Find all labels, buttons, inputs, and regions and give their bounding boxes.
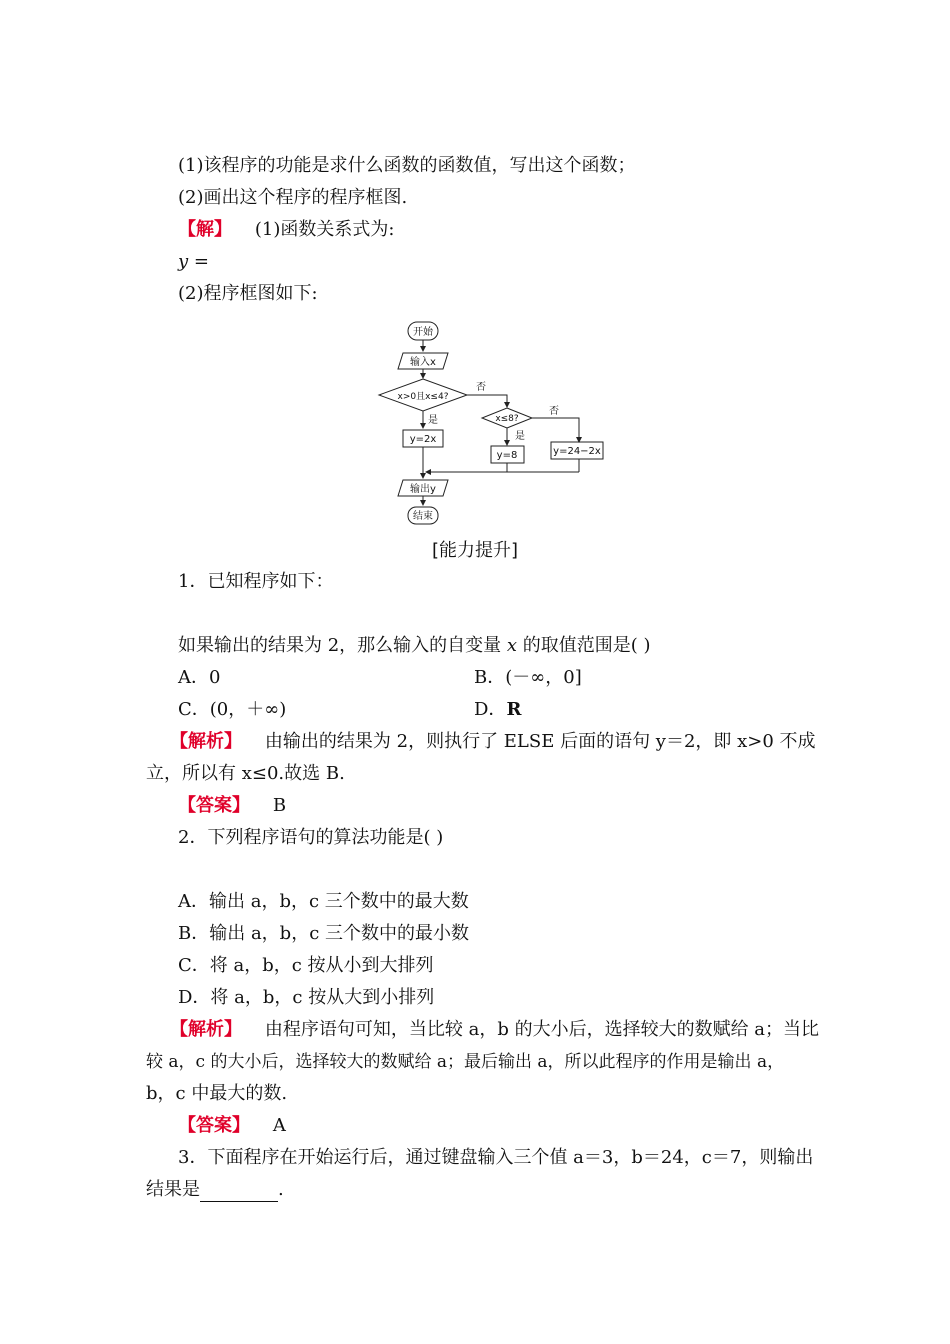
q1-analysis-line-2: 立，所以有 x≤0.故选 B. [146, 763, 345, 784]
flowchart-no-2: 否 [549, 406, 559, 417]
flowchart-yes-1: 是 [428, 415, 438, 426]
section-title: [能力提升] [431, 540, 519, 561]
q1-option-d-value: R [506, 699, 522, 720]
q1-analysis-line-1 [170, 730, 816, 754]
q1-answer-line [178, 794, 286, 818]
flowchart-output-label: 输出y [410, 484, 436, 495]
q3-stem-text: 结果是 [146, 1179, 200, 1200]
q2-answer: A [272, 1115, 286, 1136]
q1-answer-tag: 【答案】 [178, 795, 250, 816]
q2-answer-tag: 【答案】 [178, 1115, 250, 1136]
flowchart [370, 315, 620, 530]
q2-analysis-text-1: 由程序语句可知，当比较 a，b 的大小后，选择较大的数赋给 a；当比 [264, 1019, 820, 1040]
q1-analysis-tag: 【解析】 [170, 731, 242, 752]
flowchart-assign-3-label: y=24−2x [553, 446, 601, 457]
equals-sign: = [188, 251, 209, 272]
q2-option-c: C．将 a，b，c 按从小到大排列 [178, 955, 434, 976]
q2-analysis-line-1 [170, 1018, 819, 1042]
q2-option-b: B．输出 a，b，c 三个数中的最小数 [178, 923, 470, 944]
q2-analysis-tag: 【解析】 [170, 1019, 242, 1040]
flowchart-assign-2-label: y=8 [496, 450, 518, 461]
flowchart-condition-1-label: x>0且x≤4? [397, 392, 449, 402]
q1-prompt-b: 的取值范围是( ) [517, 635, 651, 656]
q2-stem: 2．下列程序语句的算法功能是( ) [178, 827, 444, 848]
solution-tag: 【解】 [178, 219, 232, 240]
q1-stem: 1．已知程序如下： [178, 571, 334, 592]
solution-line [178, 218, 394, 242]
q3-stem-end: . [278, 1179, 284, 1200]
q2-option-a: A．输出 a，b，c 三个数中的最大数 [178, 891, 469, 912]
q1-option-d-prefix: D． [474, 699, 507, 720]
q1-analysis-text-1: 由输出的结果为 2，则执行了 ELSE 后面的语句 y＝2，即 x>0 不成 [264, 731, 816, 752]
flowchart-input-label: 输入x [410, 357, 436, 368]
q1-option-a: A．0 [178, 667, 221, 688]
y-variable: y [178, 251, 189, 272]
function-line [178, 250, 209, 274]
flowchart-condition-2-label: x≤8? [495, 414, 519, 424]
flowchart-end-label: 结束 [413, 511, 433, 522]
q2-option-d: D．将 a，b，c 按从大到小排列 [178, 987, 435, 1008]
flowchart-yes-2: 是 [515, 431, 525, 442]
q2-answer-line [178, 1114, 286, 1138]
solution-text: (1)函数关系式为: [254, 219, 395, 240]
q2-analysis-line-2: 较 a，c 的大小后，选择较大的数赋给 a；最后输出 a，所以此程序的作用是输出 a， [146, 1052, 785, 1072]
q1-option-d [474, 698, 521, 722]
flowchart-start-label: 开始 [413, 327, 433, 338]
flowchart-intro: (2)程序框图如下: [178, 283, 318, 304]
flowchart-no-1: 否 [476, 382, 486, 393]
q1-option-c: C．(0，＋∞) [178, 699, 287, 720]
q1-prompt-x: x [506, 635, 518, 656]
q2-analysis-line-3: b，c 中最大的数. [146, 1083, 288, 1104]
q1-option-b: B．(－∞，0] [474, 667, 582, 688]
flowchart-assign-1-label: y=2x [409, 434, 437, 445]
q3-stem-line-2 [146, 1178, 284, 1202]
question-part-1: (1)该程序的功能是求什么函数的函数值，写出这个函数； [178, 155, 636, 176]
q1-answer: B [272, 795, 287, 816]
question-part-2: (2)画出这个程序的程序框图. [178, 187, 408, 208]
q1-prompt-a: 如果输出的结果为 2，那么输入的自变量 [178, 635, 507, 656]
q3-stem-line-1: 3．下面程序在开始运行后，通过键盘输入三个值 a＝3，b＝24，c＝7，则输出 [178, 1147, 814, 1168]
q1-prompt [178, 634, 651, 658]
q3-answer-blank[interactable] [200, 1183, 278, 1202]
